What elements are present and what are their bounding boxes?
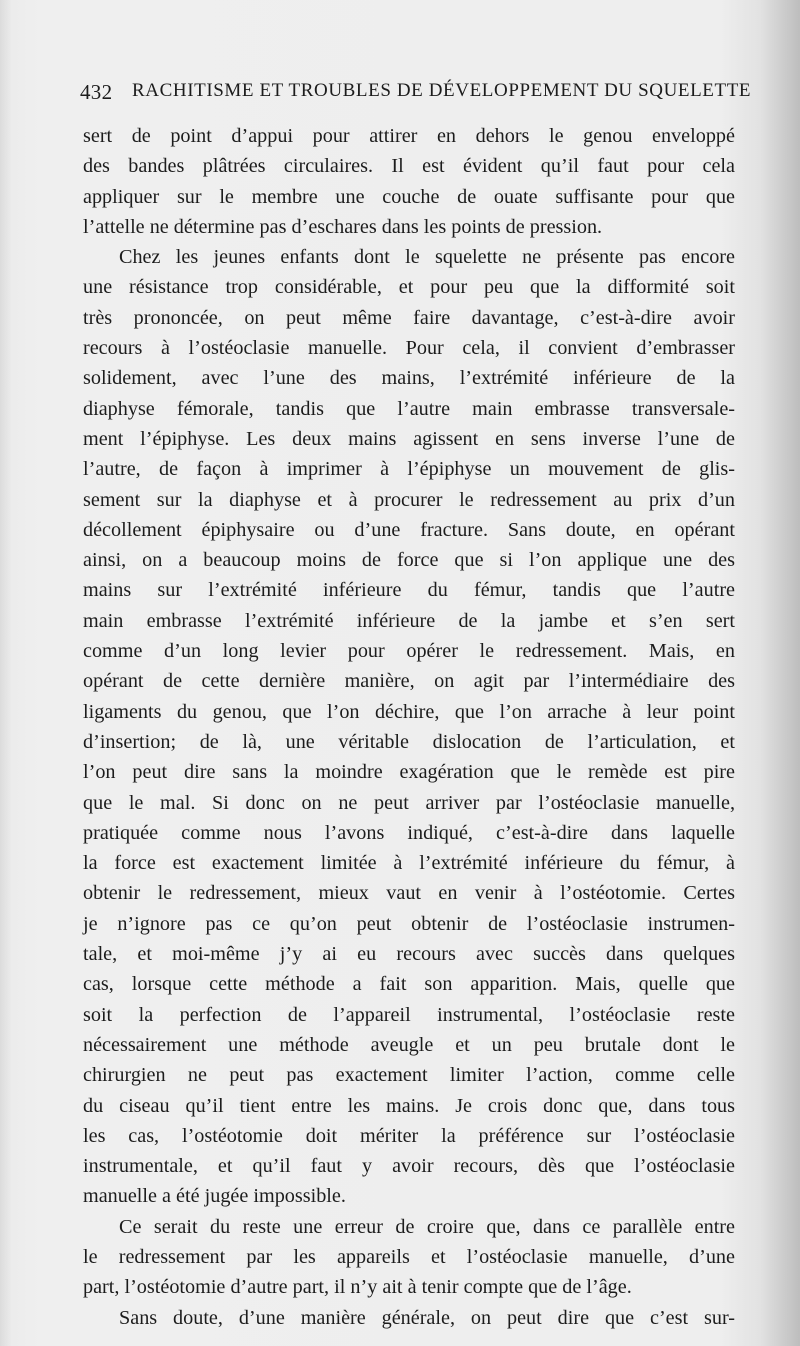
text-line: obtenir le redressement, mieux vaut en venir à l’ostéotomie. Certes xyxy=(83,882,735,905)
text-line: soit la perfection de l’appareil instrumental, l’ostéoclasie reste xyxy=(83,1003,735,1026)
text-line: l’attelle ne détermine pas d’eschares dans les points de pression. xyxy=(83,215,603,238)
text-line: ainsi, on a beaucoup moins de force que si l’on applique une des xyxy=(83,549,735,572)
text-line: des bandes plâtrées circulaires. Il est évident qu’il faut pour cela xyxy=(83,155,735,178)
text-line: que le mal. Si donc on ne peut arriver par l’ostéoclasie manuelle, xyxy=(83,791,735,814)
text-line: comme d’un long levier pour opérer le redressement. Mais, en xyxy=(83,640,735,663)
text-line: Sans doute, d’une manière générale, on peut dire que c’est sur- xyxy=(119,1306,735,1329)
text-line: la force est exactement limitée à l’extrémité inférieure du fémur, à xyxy=(83,852,735,875)
text-line: sert de point d’appui pour attirer en dehors le genou enveloppé xyxy=(83,125,735,147)
running-title: RACHITISME ET TROUBLES DE DÉVELOPPEMENT DU SQUELETTE xyxy=(132,80,752,101)
text-line: main embrasse l’extrémité inférieure de la jambe et s’en sert xyxy=(83,609,735,632)
page-number: 432 xyxy=(80,80,113,104)
text-line: instrumentale, et qu’il faut y avoir recours, dès que l’ostéoclasie xyxy=(83,1155,735,1178)
text-line: le redressement par les appareils et l’ostéoclasie manuelle, d’une xyxy=(83,1245,735,1268)
text-line: manuelle a été jugée impossible. xyxy=(83,1185,346,1208)
text-line: pratiquée comme nous l’avons indiqué, c’est-à-dire dans laquelle xyxy=(83,821,735,844)
text-line: mains sur l’extrémité inférieure du fémur, tandis que l’autre xyxy=(83,579,735,602)
text-line: ment l’épiphyse. Les deux mains agissent en sens inverse l’une de xyxy=(83,427,735,450)
text-line: je n’ignore pas ce qu’on peut obtenir de l’ostéoclasie instrumen- xyxy=(83,912,735,935)
text-line: décollement épiphysaire ou d’une fracture. Sans doute, en opérant xyxy=(83,518,735,541)
text-line: ligaments du genou, que l’on déchire, que l’on arrache à leur point xyxy=(83,700,735,723)
text-line: une résistance trop considérable, et pour peu que la difformité soit xyxy=(83,276,735,299)
text-line: tale, et moi-même j’y ai eu recours avec succès dans quelques xyxy=(83,943,735,966)
text-line: d’insertion; de là, une véritable dislocation de l’articulation, et xyxy=(83,730,735,753)
text-line: Chez les jeunes enfants dont le squelette ne présente pas encore xyxy=(119,246,735,269)
text-line: recours à l’ostéoclasie manuelle. Pour cela, il convient d’embrasser xyxy=(83,337,735,360)
text-line: sement sur la diaphyse et à procurer le redressement au prix d’un xyxy=(83,488,735,511)
text-line: Ce serait du reste une erreur de croire que, dans ce parallèle entre xyxy=(119,1215,735,1238)
body-text xyxy=(83,121,735,1333)
text-line: du ciseau qu’il tient entre les mains. Je crois donc que, dans tous xyxy=(83,1094,735,1117)
text-line: nécessairement une méthode aveugle et un peu brutale dont le xyxy=(83,1033,735,1056)
text-line: les cas, l’ostéotomie doit mériter la préférence sur l’ostéoclasie xyxy=(83,1124,735,1147)
text-line: appliquer sur le membre une couche de ouate suffisante pour que xyxy=(83,185,735,208)
text-line: opérant de cette dernière manière, on agit par l’intermédiaire des xyxy=(83,670,735,693)
text-line: très prononcée, on peut même faire davantage, c’est-à-dire avoir xyxy=(83,306,735,329)
text-line: solidement, avec l’une des mains, l’extrémité inférieure de la xyxy=(83,367,735,390)
text-line: cas, lorsque cette méthode a fait son apparition. Mais, quelle que xyxy=(83,973,735,996)
text-line: part, l’ostéotomie d’autre part, il n’y ait à tenir compte que de l’âge. xyxy=(83,1276,632,1299)
text-line: diaphyse fémorale, tandis que l’autre main embrasse transversale- xyxy=(83,397,735,420)
text-line: chirurgien ne peut pas exactement limiter l’action, comme celle xyxy=(83,1064,735,1087)
text-line: l’on peut dire sans la moindre exagération que le remède est pire xyxy=(83,761,735,784)
text-line: l’autre, de façon à imprimer à l’épiphyse un mouvement de glis- xyxy=(83,458,735,481)
